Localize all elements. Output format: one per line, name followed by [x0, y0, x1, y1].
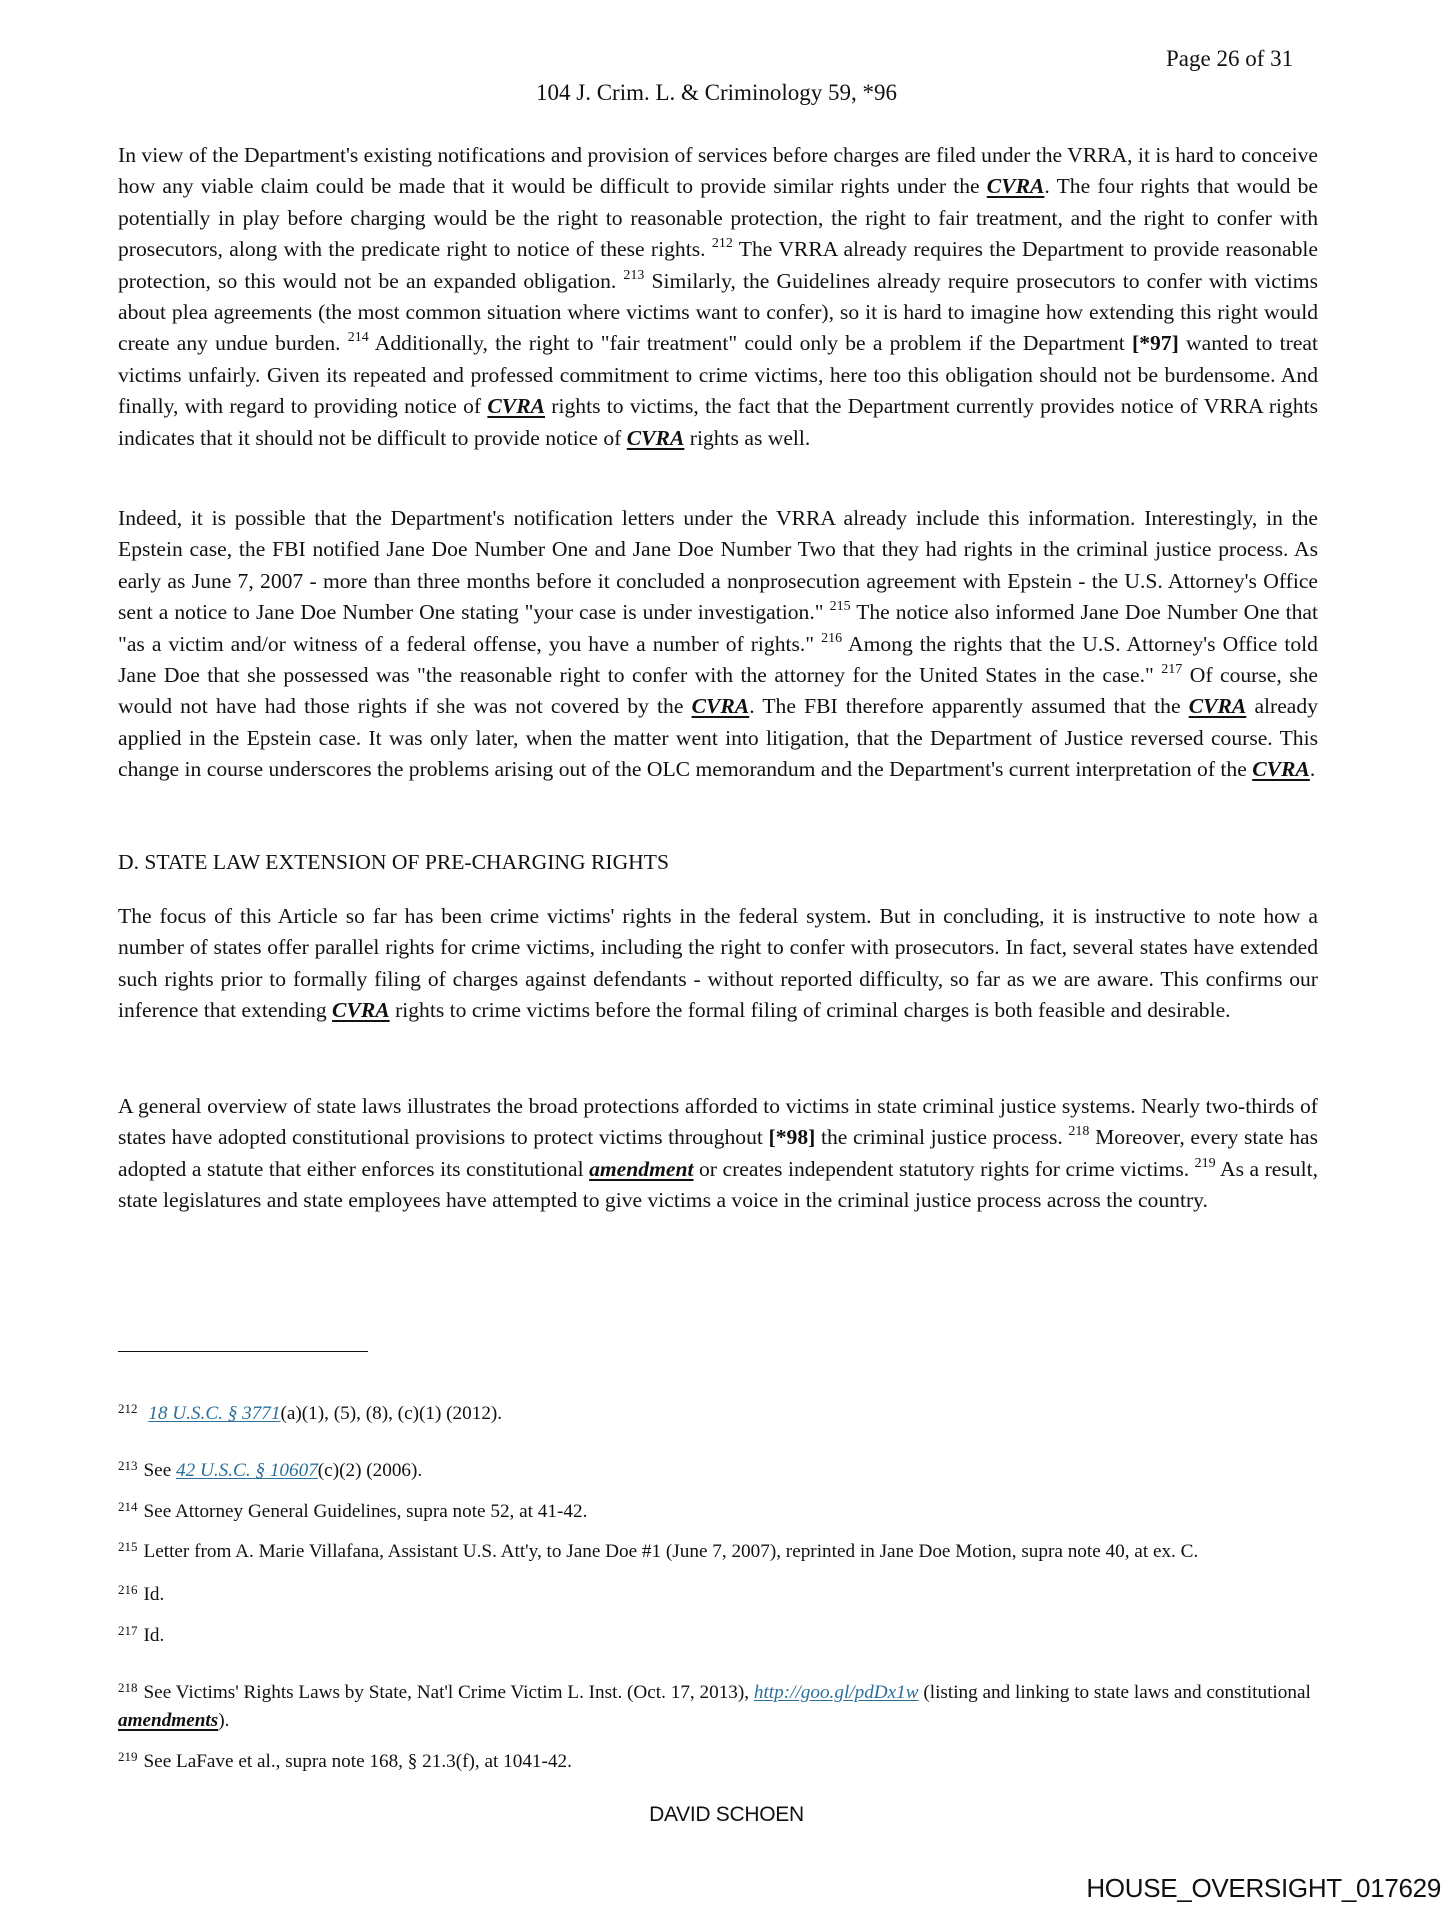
footnote-215: [118, 1538, 1318, 1566]
cvra-link[interactable]: CVRA: [1188, 694, 1247, 719]
cvra-link[interactable]: CVRA: [691, 694, 750, 719]
footnote-divider: [118, 1351, 368, 1352]
text-run: Among the rights that the U.S. Attorney's Office told Jane Doe that she possessed was "the reasonable right to confer with the attorney for the United States in the case.": [118, 631, 1318, 688]
footnote-ref-219[interactable]: 219: [1194, 1155, 1216, 1171]
text-run: The VRRA already requires the Department to provide reasonable protection, so this would not be an expanded obligation.: [118, 237, 1318, 293]
footer-name: DAVID SCHOEN: [649, 1803, 804, 1826]
text-run: (c)(2) (2006).: [317, 1460, 423, 1481]
footnote-text: See Attorney General Guidelines, supra note 52, at 41-42.: [143, 1501, 588, 1522]
text-run: See Victims' Rights Laws by State, Nat'l Crime Victim L. Inst. (Oct. 17, 2013),: [143, 1682, 754, 1703]
footnote-214: [118, 1498, 1318, 1526]
text-run: wanted to treat victims unfairly. Given its repeated and professed commitment to crime victims, here too this obligation should not be burdensome. And finally, with regard to providing notice of: [118, 331, 1318, 419]
text-run: A general overview of state laws illustrates the broad protections afforded to victims in state criminal justice systems. Nearly two-thirds of states have adopted constitutional provisions to protect victims throughout: [118, 1094, 1318, 1150]
text-run: . The four rights that would be potentially in play before charging would be the right to reasonable protection, the right to fair treatment, and the right to confer with prosecutors, along with the predicate right to notice of these rights.: [118, 174, 1318, 262]
footnote-number: 214: [118, 1499, 138, 1514]
text-run: or creates independent statutory rights for crime victims.: [693, 1156, 1195, 1181]
text-run: Additionally, the right to "fair treatment" could only be a problem if the Department: [368, 331, 1133, 356]
footnote-ref-216[interactable]: 216: [821, 630, 843, 646]
text-run: Indeed, it is possible that the Department's notification letters under the VRRA already include this information. Interestingly, in the Epstein case, the FBI notified Jane Doe Number One and Jane Doe Number Two that they had rights in the criminal justice process. As early as June 7, 2007 - more than three months before it concluded a nonprosecution agreement with Epstein - the U.S. Attorney's Office sent a notice to Jane Doe Number One stating "your case is under investigation.": [118, 506, 1318, 625]
cvra-link[interactable]: CVRA: [986, 174, 1045, 199]
body-paragraph-1: [118, 140, 1318, 454]
footnote-ref-214[interactable]: 214: [347, 330, 369, 346]
text-run: rights as well.: [684, 425, 811, 450]
footnote-number: 212: [118, 1401, 138, 1416]
amendments-link[interactable]: amendments: [118, 1710, 219, 1731]
cvra-link[interactable]: CVRA: [1252, 757, 1310, 782]
section-heading-d: D. STATE LAW EXTENSION OF PRE-CHARGING RIGHTS: [118, 850, 669, 874]
footnote-number: 215: [118, 1539, 138, 1554]
running-head: [0, 80, 1453, 106]
url-link[interactable]: http://goo.gl/pdDx1w: [753, 1682, 919, 1703]
footnote-ref-217[interactable]: 217: [1161, 662, 1183, 678]
body-paragraph-2: [118, 503, 1318, 786]
footnote-number: 217: [118, 1623, 138, 1638]
text-run: the criminal justice process.: [815, 1125, 1069, 1150]
footnote-text: Letter from A. Marie Villafana, Assistant U.S. Att'y, to Jane Doe #1 (June 7, 2007), reprinted in Jane Doe Motion, supra note 40, at ex. C.: [143, 1541, 1199, 1562]
footnote-218: [118, 1679, 1318, 1735]
text-run: already applied in the Epstein case. It was only later, when the matter went into litigation, that the Department of Justice reversed course. This change in course underscores the problems arising out of the OLC memorandum and the Department's current interpretation of the: [118, 694, 1318, 782]
footnote-219: [118, 1748, 1318, 1776]
page-pin-98: [*98]: [768, 1125, 816, 1150]
text-run: The focus of this Article so far has been crime victims' rights in the federal system. But in concluding, it is instructive to note how a number of states offer parallel rights for crime victims, including the right to confer with prosecutors. In fact, several states have extended such rights prior to formally filing of charges against defendants - without reported difficulty, so far as we are aware. This confirms our inference that extending: [118, 904, 1318, 1023]
footnote-216: [118, 1581, 1318, 1609]
citation-header: 104 J. Crim. L. & Criminology 59, *96: [536, 80, 897, 105]
statute-link[interactable]: 42 U.S.C. § 10607: [176, 1460, 318, 1481]
statute-link[interactable]: 18 U.S.C. § 3771: [148, 1403, 281, 1424]
footnote-number: 219: [118, 1749, 138, 1764]
footnote-text: Id.: [143, 1584, 165, 1605]
text-run: In view of the Department's existing notifications and provision of services before charges are filed under the VRRA, it is hard to conceive how any viable claim could be made that it would be difficult to provide similar rights under the: [118, 143, 1318, 199]
text-run: Moreover, every state has adopted a statute that either enforces its constitutional: [118, 1125, 1318, 1181]
footnote-ref-213[interactable]: 213: [623, 267, 645, 283]
cvra-link[interactable]: CVRA: [487, 394, 546, 419]
footnote-213: [118, 1457, 1318, 1485]
footnote-number: 218: [118, 1680, 138, 1695]
text-run: (a)(1), (5), (8), (c)(1) (2012).: [280, 1403, 503, 1424]
text-run: rights to crime victims before the formal filing of criminal charges is both feasible and desirable.: [389, 998, 1231, 1023]
footnote-ref-212[interactable]: 212: [711, 236, 733, 252]
text-run: rights to victims, the fact that the Department currently provides notice of VRRA rights indicates that it should not be difficult to provide notice of: [118, 394, 1319, 450]
text-run: .: [1309, 757, 1316, 782]
footnote-text: See LaFave et al., supra note 168, § 21.3(f), at 1041-42.: [143, 1751, 572, 1772]
footnote-217: [118, 1622, 1318, 1650]
cvra-link[interactable]: CVRA: [332, 998, 390, 1023]
cvra-link[interactable]: CVRA: [626, 425, 685, 450]
text-run: As a result, state legislatures and state employees have attempted to give victims a voice in the criminal justice process across the country.: [118, 1156, 1318, 1213]
amendment-link[interactable]: amendment: [589, 1156, 694, 1181]
page-pin-97: [*97]: [1132, 331, 1179, 356]
text-run: Similarly, the Guidelines already require prosecutors to confer with victims about plea agreements (the most common situation where victims want to confer), so it is hard to imagine how extending this right would create any undue burden.: [118, 268, 1318, 356]
text-run: See: [143, 1460, 177, 1481]
footnote-number: 213: [118, 1458, 138, 1473]
footnote-212: [118, 1400, 1318, 1428]
body-paragraph-3: [118, 901, 1318, 1027]
text-run: The notice also informed Jane Doe Number One that "as a victim and/or witness of a federal offense, you have a number of rights.": [118, 600, 1318, 656]
text-run: (listing and linking to state laws and constitutional: [918, 1682, 1311, 1703]
footnote-number: 216: [118, 1582, 138, 1597]
body-paragraph-4: [118, 1091, 1318, 1217]
text-run: ).: [218, 1710, 230, 1731]
bates-number: HOUSE_OVERSIGHT_017629: [1086, 1873, 1441, 1903]
footnote-ref-218[interactable]: 218: [1068, 1124, 1090, 1140]
page-number: Page 26 of 31: [1166, 46, 1294, 71]
footnote-text: Id.: [143, 1625, 165, 1646]
footnote-ref-215[interactable]: 215: [829, 599, 851, 615]
text-run: . The FBI therefore apparently assumed that the: [749, 694, 1189, 719]
text-run: Of course, she would not have had those rights if she was not covered by the: [118, 663, 1318, 719]
